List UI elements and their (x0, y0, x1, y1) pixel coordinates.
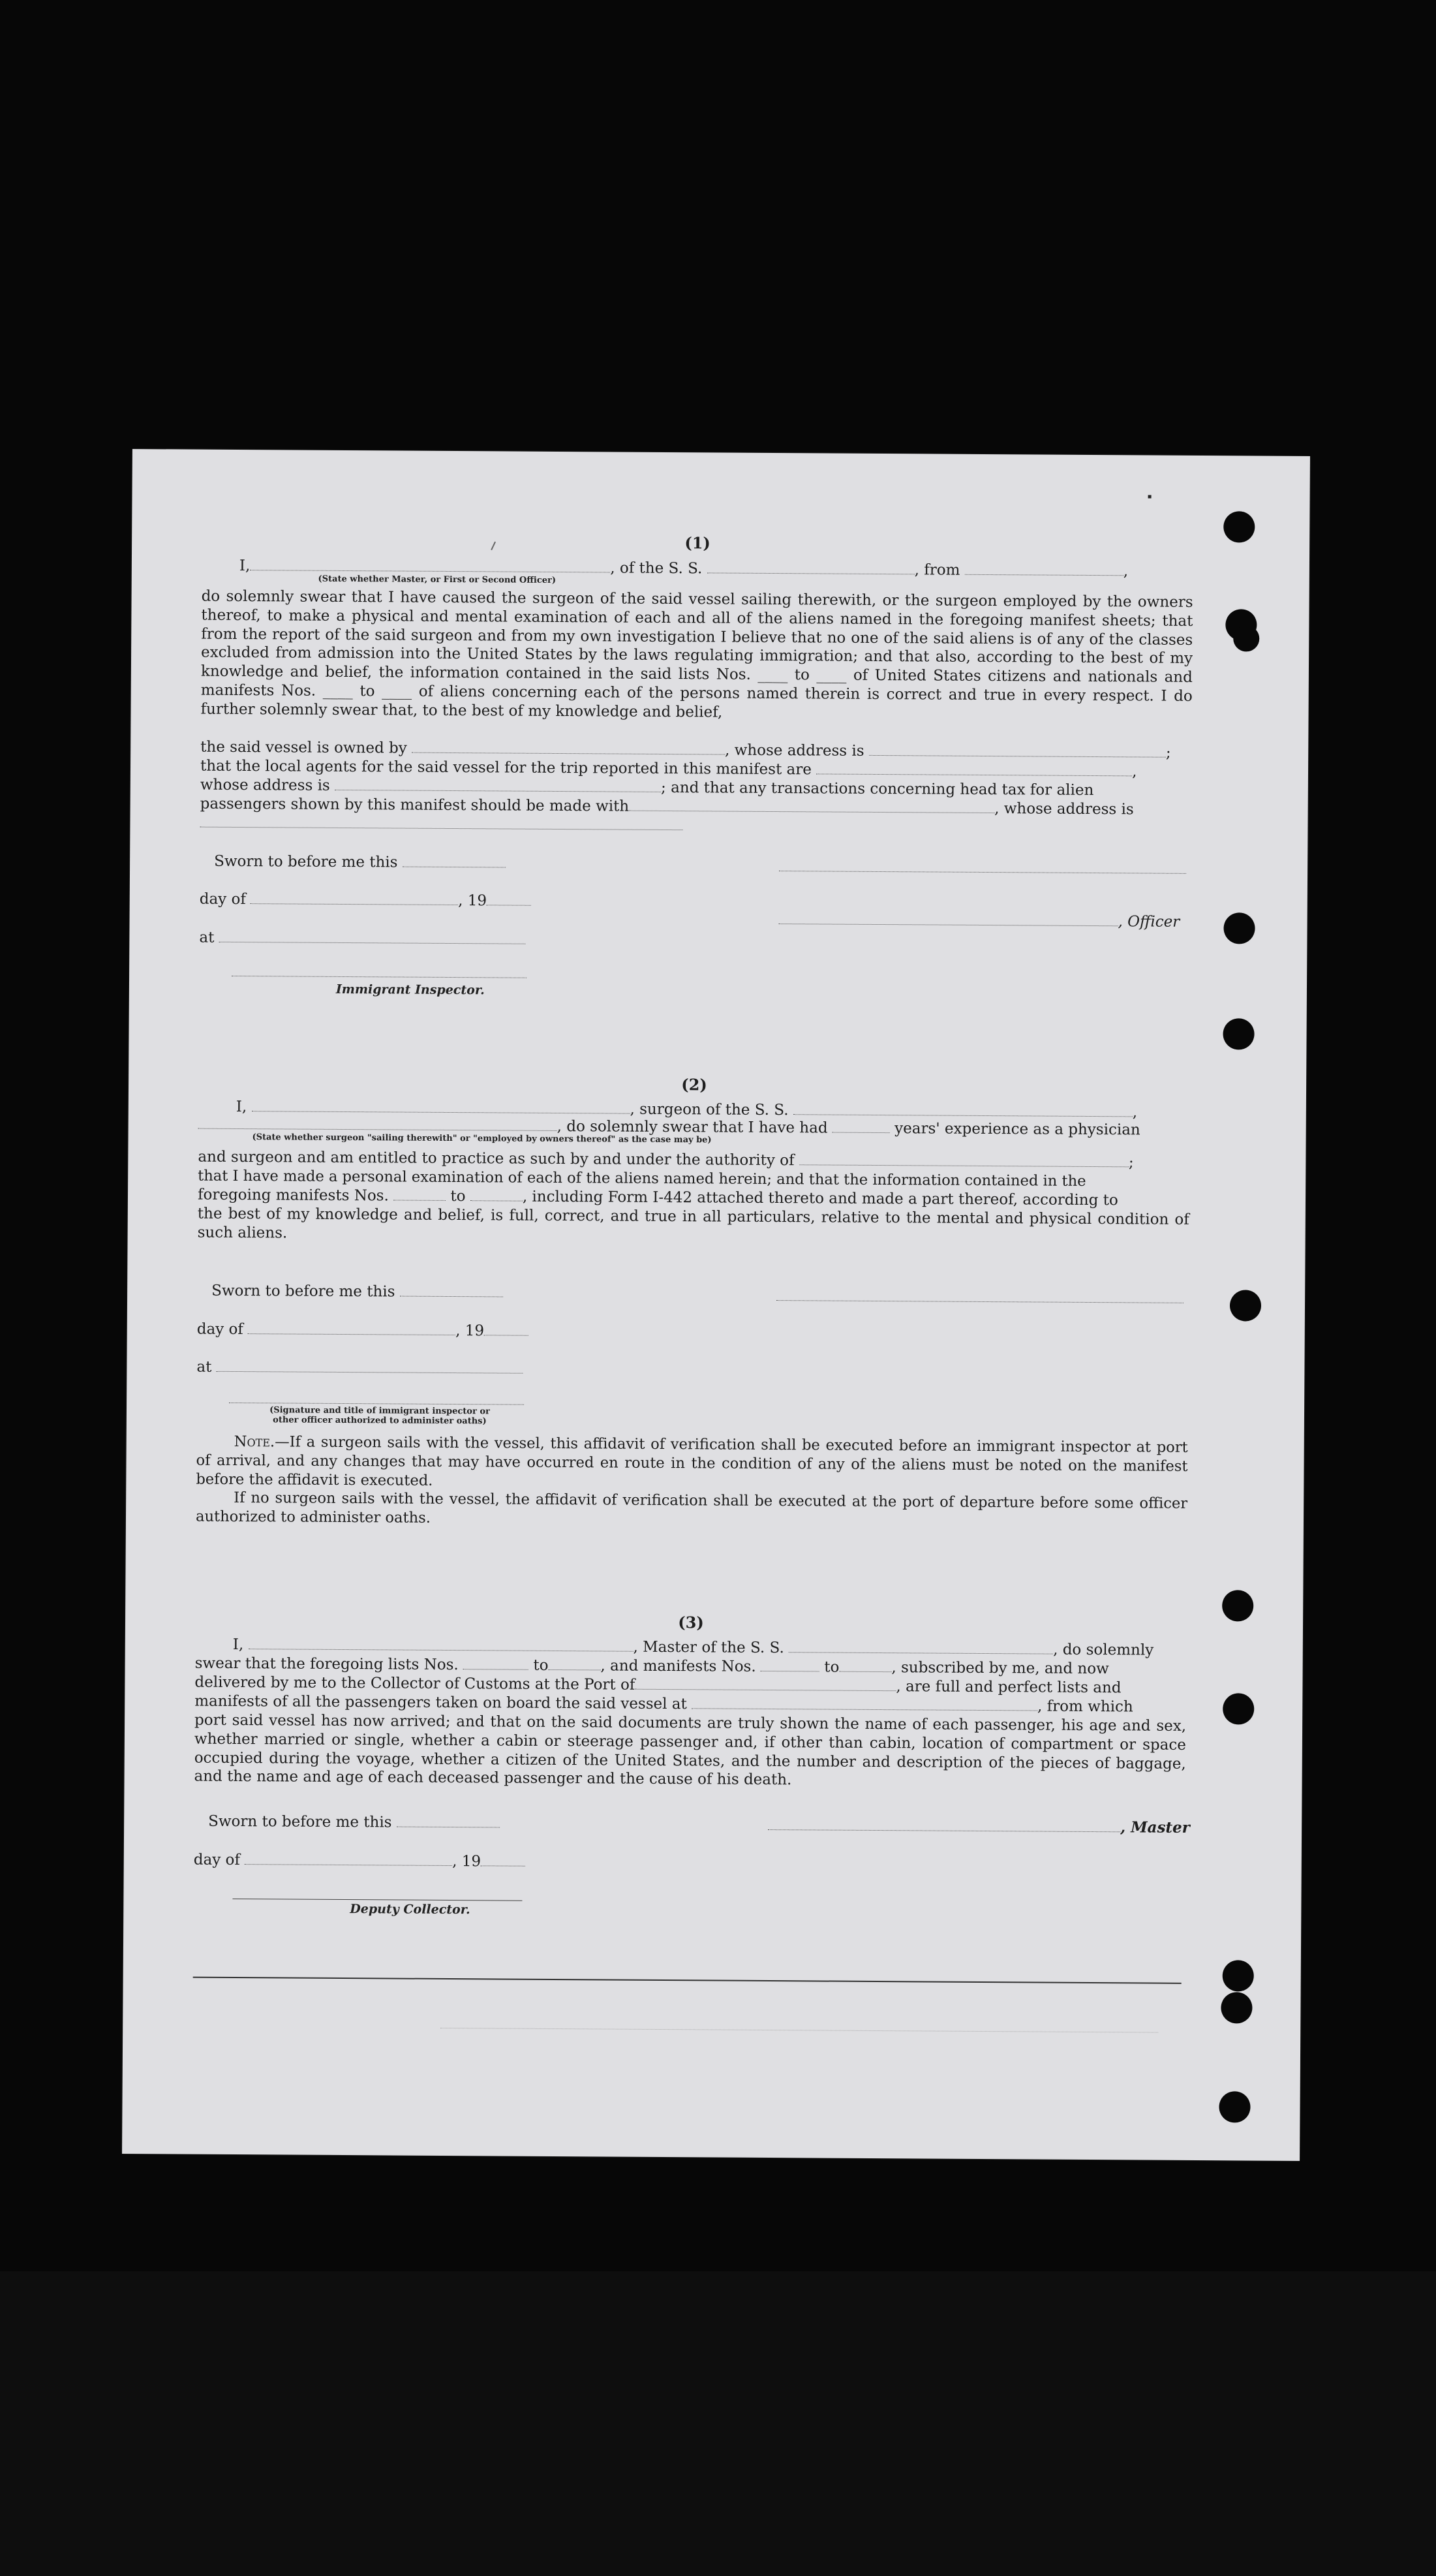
s3-lists-to-label: to (533, 1656, 549, 1674)
punch-hole (1230, 1290, 1261, 1321)
s2-years-label: years' experience as a physician (894, 1120, 1140, 1139)
note-label: Note. (234, 1433, 275, 1451)
s3-deputy-label: Deputy Collector. (350, 1902, 470, 1917)
s3-day-line (194, 1851, 1185, 1876)
punch-hole (1223, 1018, 1254, 1049)
s2-authority-label: and surgeon and am entitled to practice as such by and under the authority of (198, 1148, 795, 1170)
s1-at-line (199, 929, 1191, 954)
s2-sworn-line (197, 1282, 1189, 1307)
s1-whose-address-3-label: , whose address is (994, 800, 1134, 818)
s1-i-label: I, (239, 557, 251, 575)
s3-lists-label: swear that the foregoing lists Nos. (194, 1654, 459, 1674)
s3-manifests-label: , and manifests Nos. (600, 1657, 756, 1675)
s2-inspector-signature-field[interactable] (229, 1403, 524, 1405)
s2-note-2: If no surgeon sails with the vessel, the affidavit of verification shall be executed at the port of departure before some officer authorized to administer oaths. (195, 1489, 1188, 1527)
s1-inspector-signature-field[interactable] (232, 976, 527, 978)
s1-officer-label: , Officer (1118, 913, 1180, 931)
s3-lists-to-field[interactable] (548, 1656, 600, 1670)
s1-of-ss-label: , of the S. S. (610, 559, 703, 578)
scan-background-band (0, 2271, 1436, 2576)
punch-hole (1221, 1992, 1252, 2023)
s3-on-board-label: manifests of all the passengers taken on board the said vessel at (194, 1692, 687, 1713)
s3-master-signature-line (768, 1816, 1190, 1837)
s3-body-text: port said vessel has now arrived; and that on the said documents are truly shown the name of each passenger, his age and sex, whether married or single, whether a cabin or steerage passenger and, if other than cabin, location of compartment or space occupied during the voyage, whether a citizen of the United States, and the number and description of the pieces of baggage, and the name and age of each deceased passenger and the cause of his death. (194, 1711, 1187, 1789)
s1-officer-line (779, 910, 1191, 932)
s2-sworn-label: Sworn to before me this (211, 1282, 395, 1301)
s3-i-label: I, (232, 1636, 244, 1654)
s1-passengers-label: passengers shown by this manifest should be made with (200, 795, 630, 815)
s1-comma: , (1132, 763, 1137, 781)
s2-vessel-name-field[interactable] (793, 1101, 1133, 1117)
s2-note (196, 1433, 1187, 1495)
s3-master-signature-field[interactable] (768, 1816, 1120, 1832)
officer-rank-field[interactable] (250, 557, 610, 572)
s3-master-name-field[interactable] (248, 1636, 633, 1652)
s3-swear-label: , do solemnly (1053, 1641, 1154, 1659)
s2-at-line (196, 1358, 1188, 1383)
s3-year-field[interactable] (481, 1852, 525, 1866)
faint-rule (440, 2028, 1158, 2033)
s1-officer-caption: (State whether Master, or First or Second Officer) (318, 574, 557, 585)
s2-manifests-label: foregoing manifests Nos. (197, 1186, 389, 1205)
s2-manifest-to-field[interactable] (470, 1187, 523, 1201)
s3-full-lists-label: , are full and perfect lists and (896, 1678, 1122, 1697)
s3-from-which-label: , from which (1037, 1698, 1133, 1716)
s2-text-c: the best of my knowledge and belief, is full, correct, and true in all particulars, relative to the mental and physical condition of such aliens. (197, 1205, 1189, 1242)
owner-field[interactable] (412, 739, 725, 755)
s3-manifests-to-field[interactable] (839, 1658, 891, 1672)
s2-authority-field[interactable] (799, 1151, 1129, 1167)
s3-year-prefix: , 19 (452, 1853, 481, 1870)
s1-semicolon: ; (1165, 744, 1171, 762)
s2-status-caption: (State whether surgeon "sailing therewith" or "employed by owners thereof" as the case may be) (252, 1132, 712, 1145)
s3-lists-from-field[interactable] (463, 1656, 528, 1670)
s3-manifests-to-label: to (824, 1658, 840, 1676)
s2-at-field[interactable] (217, 1358, 523, 1374)
s2-years-field[interactable] (833, 1119, 890, 1134)
s2-i-label: I, (236, 1098, 247, 1116)
s3-sworn-label: Sworn to before me this (208, 1812, 392, 1831)
punch-hole (1223, 1960, 1254, 1991)
s1-owned-label: the said vessel is owned by (200, 738, 407, 757)
agents-address-field[interactable] (335, 777, 661, 792)
s3-month-field[interactable] (245, 1851, 452, 1866)
head-tax-agent-field[interactable] (629, 798, 994, 813)
s2-surgeon-of-ss-label: , surgeon of the S. S. (630, 1100, 789, 1119)
s2-sworn-day-field[interactable] (400, 1283, 503, 1297)
s1-inspector-label: Immigrant Inspector. (335, 982, 485, 998)
s2-swear-label: , do solemnly swear that I have had (557, 1117, 828, 1137)
form-content (192, 450, 1194, 2160)
punch-hole (1222, 1590, 1253, 1621)
s3-deputy-signature-field[interactable] (232, 1899, 522, 1901)
s2-manifest-from-field[interactable] (393, 1187, 446, 1200)
s1-at-label: at (199, 929, 215, 946)
punch-hole (1223, 1693, 1254, 1724)
form-page (122, 449, 1310, 2161)
vessel-name-field[interactable] (707, 559, 915, 574)
s1-whose-address-2-label: whose address is (200, 776, 330, 794)
punch-hole (1233, 625, 1259, 651)
s3-subscribed-label: , subscribed by me, and now (891, 1659, 1109, 1678)
s1-from-label: , from (914, 561, 960, 579)
s1-transactions-label: ; and that any transactions concerning head tax for alien (660, 779, 1094, 799)
bottom-rule (193, 1977, 1182, 1984)
port-from-field[interactable] (965, 561, 1123, 576)
punch-hole (1223, 511, 1255, 542)
s1-sworn-line (200, 852, 1191, 877)
s2-surgeon-name-field[interactable] (252, 1098, 630, 1114)
s1-day-of-label: day of (199, 890, 246, 908)
agents-field[interactable] (816, 760, 1132, 776)
s2-line1-end: , (1132, 1104, 1138, 1121)
s1-year-field[interactable] (487, 892, 531, 905)
note-text: —If a surgeon sails with the vessel, this affidavit of verification shall be executed before an immigrant inspector at port of arrival, and any changes that may have occurred en route in the condition of any of the aliens must be noted on the manifest before the affidavit is executed. (196, 1433, 1188, 1489)
s2-text-a: that I have made a personal examination of each of the aliens named herein; and that the information contained in the (198, 1167, 1086, 1190)
s1-line1-end: , (1123, 563, 1129, 580)
s2-signature-caption: (Signature and title of immigrant inspector or other officer authorized to administer oaths) (269, 1405, 490, 1427)
s1-month-field[interactable] (251, 890, 458, 905)
s1-whose-address-label: , whose address is (724, 741, 864, 760)
s3-vessel-name-field[interactable] (789, 1639, 1053, 1654)
s1-sworn-day-field[interactable] (403, 854, 506, 868)
s1-sworn-label: Sworn to before me this (214, 852, 398, 871)
s2-day-of-label: day of (196, 1320, 243, 1339)
s2-to-label: to (450, 1187, 466, 1205)
s3-sworn-day-field[interactable] (397, 1814, 500, 1828)
s1-body-text: do solemnly swear that I have caused the surgeon of the said vessel sailing therewith, or the surgeon employed by the owners thereof, to make a physical and mental examination of each and all of the aliens named in the foregoing manifest sheets; that from the report of the said surgeon and from my own investigation I believe that no one of the said aliens is of any of the classes excluded from admission into the United States by the laws regulating immigration; and that also, according to the best of my knowledge and belief, the information contained in the said lists Nos. ____ to ____ of United States citizens and nationals and manifests Nos. ____ to ____ of aliens concerning each of the persons named therein is correct and true in every respect. I do further solemnly swear that, to the best of my knowledge and belief, (200, 587, 1193, 721)
s2-year-prefix: , 19 (455, 1322, 485, 1340)
s2-surgeon-status-field[interactable] (198, 1115, 557, 1131)
s2-month-field[interactable] (248, 1320, 455, 1335)
s2-line3-end: ; (1128, 1154, 1134, 1172)
s3-master-of-ss-label: , Master of the S. S. (633, 1638, 784, 1657)
s1-year-prefix: , 19 (458, 892, 487, 910)
s1-officer-field[interactable] (779, 910, 1118, 926)
s2-day-line (197, 1320, 1189, 1345)
section-3-number: (3) (678, 1613, 704, 1632)
s3-manifests-from-field[interactable] (761, 1658, 819, 1672)
s2-year-field[interactable] (484, 1322, 528, 1335)
s2-including-label: , including Form I-442 attached thereto and made a part thereof, according to (522, 1188, 1118, 1209)
section-2-number: (2) (681, 1075, 707, 1094)
s3-departure-port-field[interactable] (692, 1695, 1037, 1711)
s1-agents-label: that the local agents for the said vessel for the trip reported in this manifest are (200, 757, 812, 779)
s3-day-of-label: day of (193, 1851, 240, 1869)
s2-at-label: at (196, 1358, 212, 1376)
owner-address-field[interactable] (869, 742, 1166, 758)
punch-hole (1219, 2091, 1250, 2122)
s3-collector-label: delivered by me to the Collector of Customs at the Port of (194, 1673, 635, 1694)
section-1-number: (1) (684, 533, 710, 553)
s1-day-line (200, 890, 1191, 915)
punch-hole (1223, 912, 1255, 944)
s1-at-field[interactable] (219, 929, 526, 944)
s3-master-label: , Master (1120, 1818, 1190, 1837)
s3-port-field[interactable] (635, 1676, 896, 1691)
head-tax-address-field[interactable] (200, 827, 682, 831)
